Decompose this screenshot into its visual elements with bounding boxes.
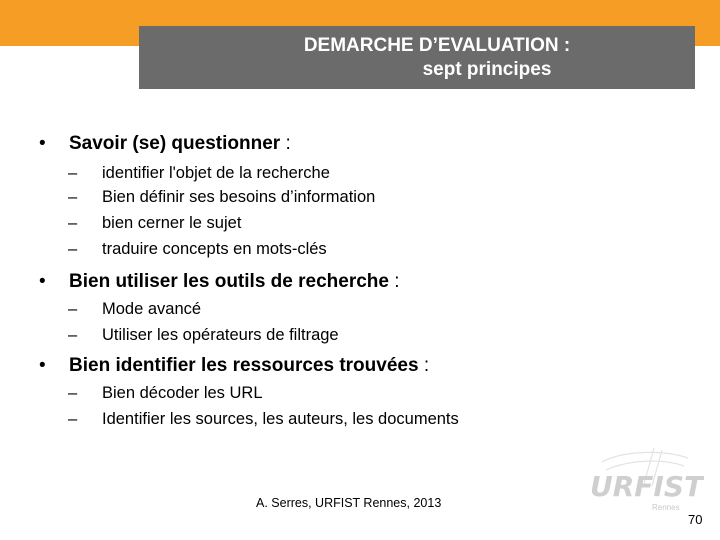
bullet-section-1 [39,132,291,156]
sub-item: – bien cerner le sujet [68,214,242,232]
bullet-glyph: • [39,133,46,154]
bullet-glyph: • [39,355,46,376]
slide-subtitle: sept principes [422,58,552,80]
sub-item: – identifier l'objet de la recherche [68,164,330,182]
bullet-section-3 [39,354,429,378]
bullet-heading: Bien utiliser les outils de recherche [69,271,389,292]
sub-item: – Identifier les sources, les auteurs, les documents [68,410,459,428]
page-number: 70 [688,512,703,527]
logo-subtext: Rennes [652,503,680,512]
bullet-section-2 [39,270,400,294]
bullet-heading: Savoir (se) questionner [69,133,281,154]
bullet-glyph: • [39,271,46,292]
bullet-suffix: : [280,133,291,154]
slide-title: DEMARCHE D’EVALUATION : [303,34,571,56]
bullet-suffix: : [418,355,430,376]
sub-item: – Bien définir ses besoins d’information [68,188,376,206]
logo-text: URFIST [590,470,704,503]
sub-item: – traduire concepts en mots-clés [68,240,327,258]
sub-item: – Utiliser les opérateurs de filtrage [68,326,339,344]
footer-credit: A. Serres, URFIST Rennes, 2013 [256,496,442,510]
sub-item: – Bien décoder les URL [68,384,263,402]
urfist-logo [584,444,704,524]
sub-item: – Mode avancé [68,300,202,318]
bullet-suffix: : [388,271,400,292]
bullet-heading: Bien identifier les ressources trouvées [69,355,419,376]
